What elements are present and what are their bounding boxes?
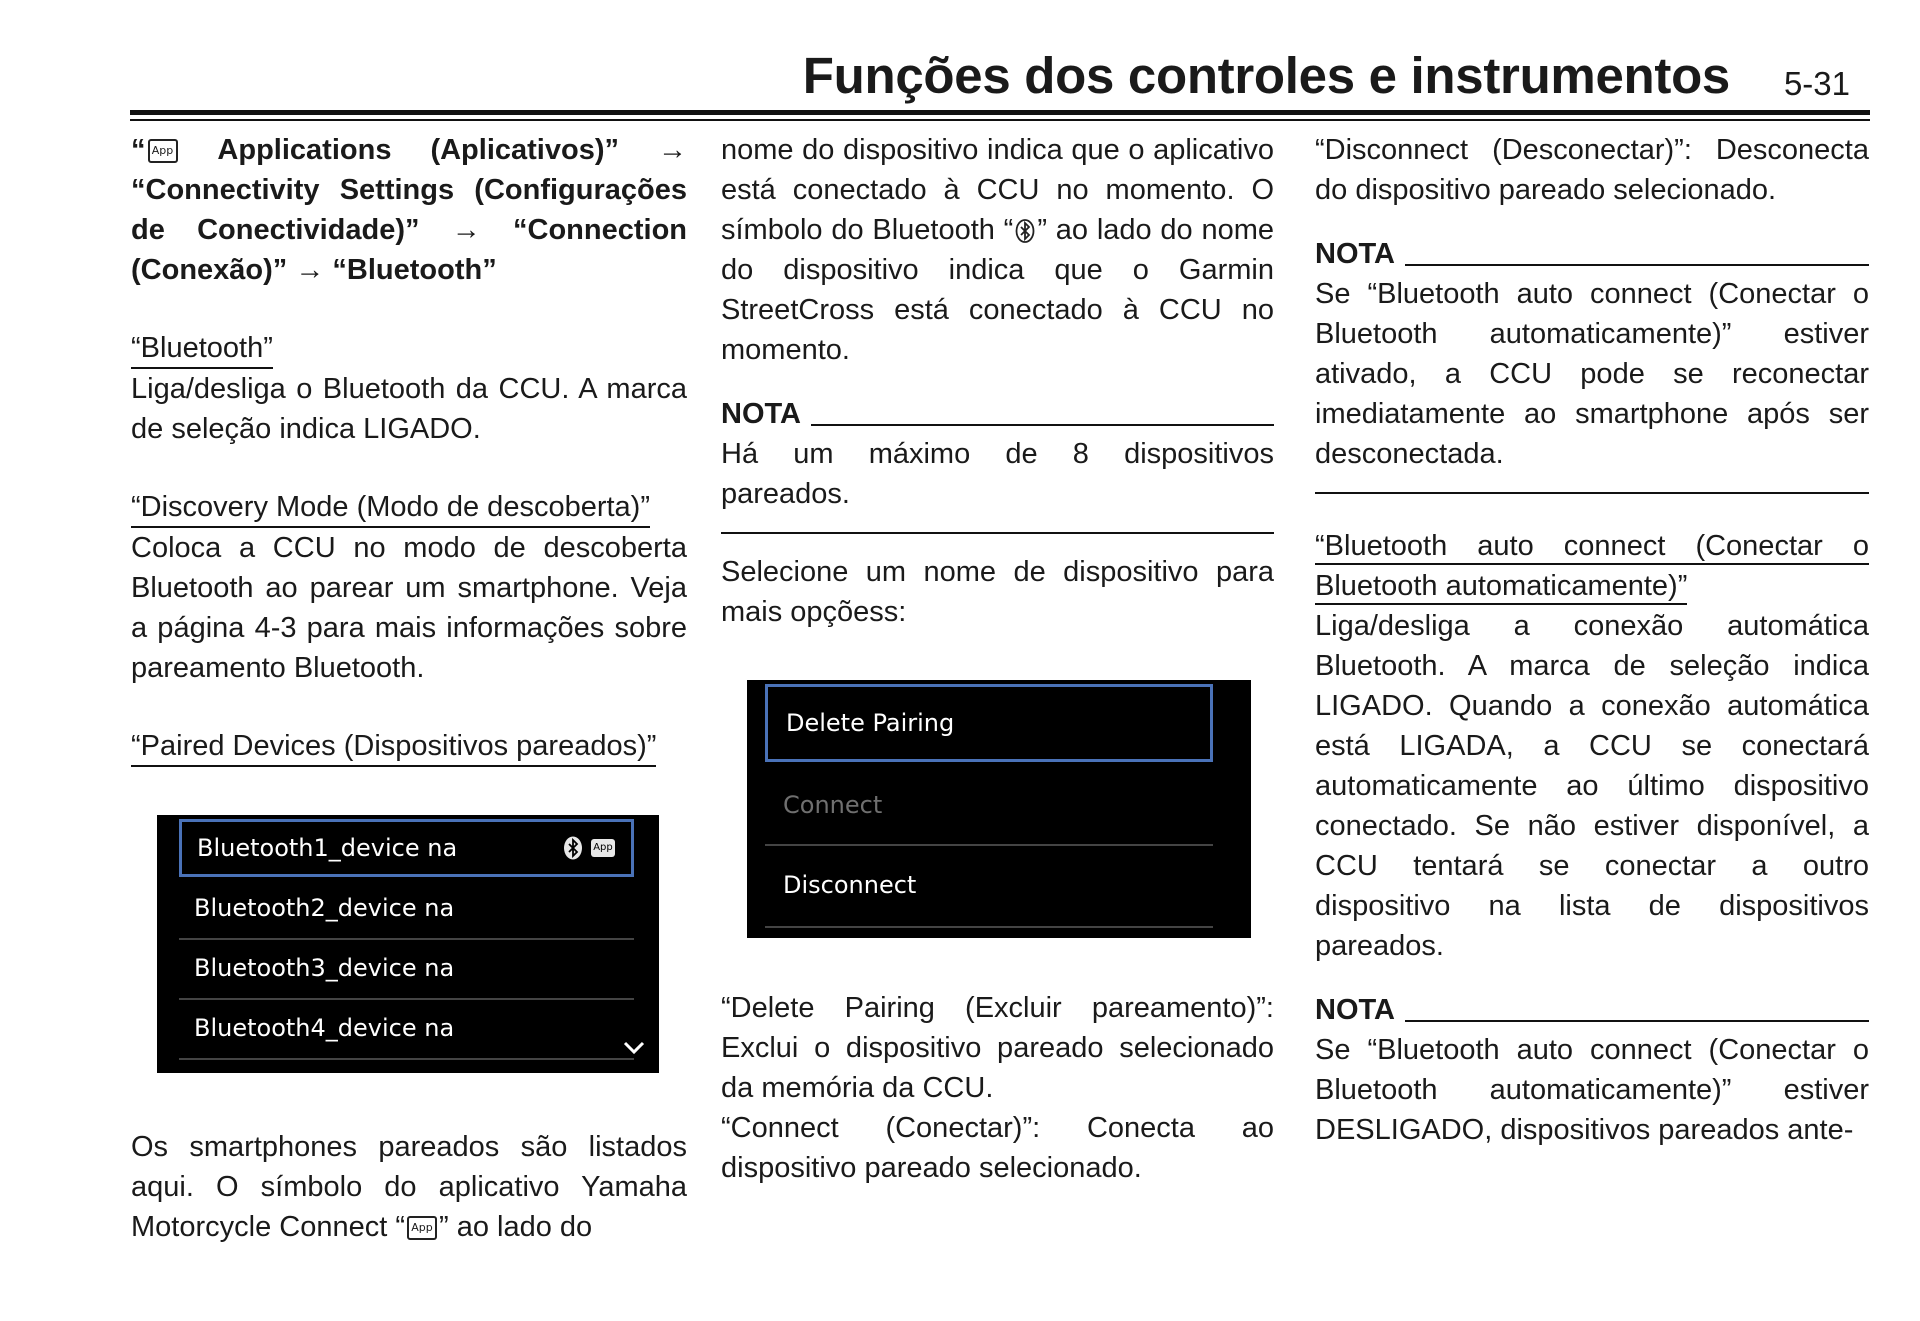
note-end-rule [1315,492,1869,494]
chevron-down-icon[interactable] [623,1041,645,1055]
app-icon: App [591,839,615,857]
column-2 [721,130,1274,1188]
delete-pairing-description: “Delete Pairing (Excluir pareamento)”: Exclui o dispositivo pareado selecionado da memória da CCU. [721,992,1274,1104]
app-icon: App [148,139,178,163]
bluetooth-icon [563,836,583,860]
note-heading: NOTA [721,394,1274,434]
device-row[interactable]: Bluetooth1_device na App [179,819,634,877]
connect-description: “Connect (Conectar)”: Conecta ao dispositivo pareado selecionado. [721,1112,1274,1184]
header-rule [130,110,1870,115]
page-title: Funções dos controles e instrumentos [802,47,1730,104]
device-row[interactable]: Bluetooth2_device na [194,894,455,922]
paired-devices-screen [157,815,659,1073]
disconnect-button[interactable]: Disconnect [783,871,917,899]
note-text: Há um máximo de 8 dispositivos pareados. [721,438,1274,510]
connect-button[interactable]: Connect [783,791,883,819]
page-number: 5-31 [1783,65,1850,102]
note-end-rule [721,532,1274,534]
bluetooth-icon [1015,219,1035,243]
discovery-mode-description: Coloca a CCU no modo de descoberta Bluetooth ao parear um smartphone. Veja a página 4-3 para mais informações sobre pareamento Bluetooth. [131,532,687,684]
note-text: Se “Bluetooth auto connect (Conectar o Bluetooth automaticamente)” estiver ativado, a CCU pode se reconectar imediatamente ao smartphone após ser desconectada. [1315,278,1869,470]
note-heading: NOTA [1315,990,1869,1030]
device-options-screen [747,680,1251,938]
delete-pairing-button[interactable]: Delete Pairing [765,684,1213,762]
column-1 [131,130,687,1247]
device-row[interactable]: Bluetooth4_device na [194,1014,455,1042]
device-row[interactable]: Bluetooth3_device na [194,954,455,982]
auto-connect-description: Liga/desliga a conexão automática Bluetooth. A marca de seleção indica LIGADO. Quando a conexão automática está LIGADA, a CCU se conectará automaticamente ao último dispositivo conectado. Se não estiver disponível, a CCU tentará se conectar a outro dispositivo na lista de dispositivos pareados. [1315,610,1869,962]
note-heading: NOTA [1315,234,1869,274]
discovery-mode-heading: “Discovery Mode (Modo de descoberta)” [131,489,650,528]
select-instruction: Selecione um nome de dispositivo para mais opçõess: [721,556,1274,628]
menu-path: “ App Applications (Aplicativos)” → “Connectivity Settings (Configurações de Conectividade)” → “Connection (Conexão)” → “Bluetooth” [131,134,687,286]
disconnect-description: “Disconnect (Desconectar)”: Desconecta do dispositivo pareado selecionado. [1315,134,1869,206]
bluetooth-description: Liga/desliga o Bluetooth da CCU. A marca de seleção indica LIGADO. [131,373,687,445]
paired-devices-description: Os smartphones pareados são listados aqui. O símbolo do aplicativo Yamaha Motorcycle Connect “ App ” ao lado do [131,1131,687,1243]
divider [765,926,1213,928]
header-rule-thin [130,119,1870,121]
app-icon: App [407,1216,437,1240]
column-3 [1315,130,1869,1150]
paired-devices-description-cont: nome do dispositivo indica que o aplicativo está conectado à CCU no momento. O símbolo do Bluetooth “ ” ao lado do nome do dispositivo indica que o Garmin StreetCross está conectado à CCU no momento. [721,134,1274,366]
divider [179,1058,634,1060]
auto-connect-heading: “Bluetooth auto connect (Conectar o Bluetooth automaticamente)” [1315,530,1869,605]
paired-devices-heading: “Paired Devices (Dispositivos pareados)” [131,728,656,767]
bluetooth-heading: “Bluetooth” [131,330,273,369]
note-text: Se “Bluetooth auto connect (Conectar o Bluetooth automaticamente)” estiver DESLIGADO, dispositivos pareados ante- [1315,1034,1869,1146]
